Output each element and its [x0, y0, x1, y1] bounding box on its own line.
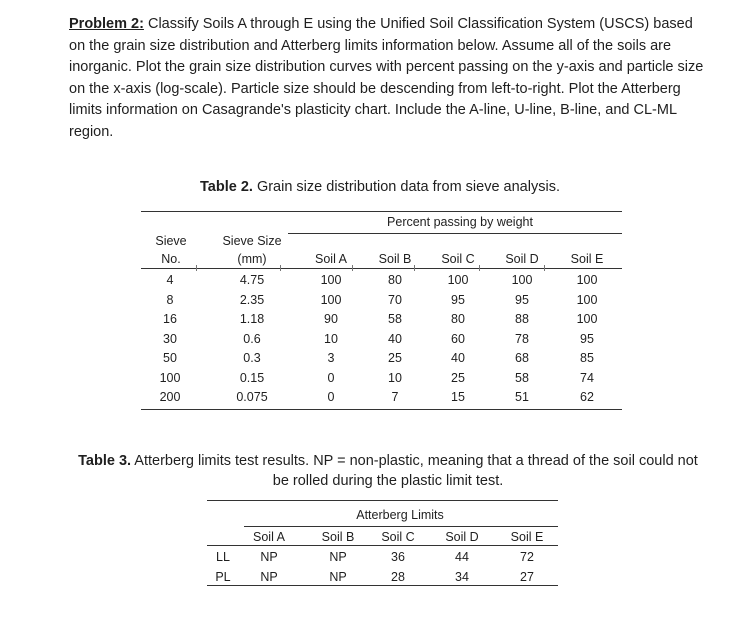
table3-bottom-rule: [207, 585, 558, 586]
soil-header: Soil E: [510, 530, 544, 544]
table2-cell: 100: [447, 273, 469, 287]
table3-cell: PL: [215, 570, 231, 584]
table3-group-rule: [244, 526, 558, 527]
problem-statement: [69, 14, 709, 143]
table2-cell: 100: [320, 273, 342, 287]
table2-group-rule: [288, 233, 622, 234]
sieve-size-header: Sieve Size: [222, 234, 282, 248]
column-tick: [280, 265, 281, 271]
column-tick: [479, 265, 480, 271]
table2-cell: 2.35: [239, 292, 265, 307]
table2-cell: 80: [388, 273, 402, 287]
soil-header: Soil C: [381, 530, 415, 544]
table2-cell: 10: [388, 370, 402, 385]
problem-text: Classify Soils A through E using the Unified Soil Classification System (USCS) based on the grain size distribution and Atterberg limits information below. Assume all of the soils are inorganic. Plot the grain size distribution curves with percent passing on the y-axis and particle size on the x-axis (log-scale). Particle size should be descending from left-to-right. Plot the Atterberg limits information on Casagrande's plasticity chart. Include the A-line, U-line, B-line, and CL-ML region.: [69, 16, 704, 140]
table3-cell: LL: [216, 550, 230, 564]
table2-top-rule: [141, 211, 622, 212]
table2-cell: 0: [327, 390, 335, 404]
table2-cell: 100: [576, 312, 598, 326]
soil-header: Soil B: [321, 530, 355, 544]
table2-cell: 40: [388, 331, 402, 346]
table2-cell: 0.6: [243, 331, 261, 346]
table2-cell: 40: [451, 351, 465, 365]
table2-cell: 58: [515, 370, 529, 385]
soil-header: Soil D: [505, 252, 539, 266]
table2-cell: 100: [511, 273, 533, 287]
column-tick: [352, 265, 353, 271]
table2-header-rule: [141, 268, 622, 269]
table2-cell: 80: [451, 312, 465, 326]
table2-caption: [200, 177, 560, 197]
table2-cell: 100: [320, 292, 342, 307]
table2-cell: 0.075: [236, 390, 268, 404]
table2-cell: 74: [580, 370, 594, 385]
table3-cell: 36: [391, 550, 405, 564]
table3-cell: NP: [260, 550, 278, 564]
table2-cell: 4: [166, 273, 174, 287]
soil-header: Soil B: [378, 252, 412, 266]
table2-cell: 95: [580, 331, 594, 346]
soil-header: Soil A: [315, 252, 347, 266]
table2-cell: 51: [515, 390, 529, 404]
table2-cell: 50: [163, 351, 177, 365]
table2-cell: 10: [324, 331, 338, 346]
table2-caption-text: Grain size distribution data from sieve analysis.: [252, 179, 560, 195]
table2-cell: 78: [515, 331, 529, 346]
soil-header: Soil D: [445, 530, 479, 544]
table3-cell: NP: [329, 570, 347, 584]
table2-cell: 70: [388, 292, 402, 307]
table2-cell: 88: [515, 312, 529, 326]
table2-cell: 60: [451, 331, 465, 346]
table2-cell: 16: [163, 312, 177, 326]
table2-cell: 1.18: [239, 312, 265, 326]
soil-header: Soil E: [570, 252, 604, 266]
table2-cell: 95: [451, 292, 465, 307]
table2-cell: 0.3: [243, 351, 261, 365]
table2-cell: 0: [327, 370, 335, 385]
table2-cell: 90: [324, 312, 338, 326]
table3-header-rule: [207, 545, 558, 546]
table2-cell: 30: [163, 331, 177, 346]
table2-cell: 200: [159, 390, 181, 404]
table2-cell: 100: [159, 370, 181, 385]
table2-group-header: Percent passing by weight: [387, 215, 533, 229]
table3-top-rule: [207, 500, 558, 501]
table3-cell: 27: [520, 570, 534, 584]
table3-cell: 28: [391, 570, 405, 584]
table3-cell: NP: [329, 550, 347, 564]
table2-cell: 95: [515, 292, 529, 307]
table3-caption-text: Atterberg limits test results. NP = non-plastic, meaning that a thread of the soil could not be rolled during the plastic limit test.: [131, 453, 698, 489]
table2-cell: 3: [327, 351, 335, 365]
column-tick: [414, 265, 415, 271]
table3-cell: NP: [260, 570, 278, 584]
table2-cell: 7: [391, 390, 399, 404]
table2-bottom-rule: [141, 409, 622, 410]
sieve-no-header: Sieve: [155, 234, 187, 248]
soil-header: Soil A: [253, 530, 285, 544]
table2-cell: 4.75: [239, 273, 265, 287]
table2-cell: 85: [580, 351, 594, 365]
table2-cell: 0.15: [239, 370, 265, 385]
table2-cell: 8: [166, 292, 174, 307]
table2-cell: 62: [580, 390, 594, 404]
table2-cell: 58: [388, 312, 402, 326]
table3-cell: 72: [520, 550, 534, 564]
table3-caption: [78, 451, 698, 491]
table2-caption-label: Table 2.: [200, 179, 253, 195]
problem-label: Problem 2:: [69, 16, 144, 32]
table2-cell: 25: [388, 351, 402, 365]
table3-caption-label: Table 3.: [78, 453, 132, 469]
table2-cell: 25: [451, 370, 465, 385]
sieve-no-header: No.: [161, 252, 181, 266]
soil-header: Soil C: [441, 252, 475, 266]
table2-cell: 100: [576, 292, 598, 307]
table2-cell: 15: [451, 390, 465, 404]
table2-cell: 100: [576, 273, 598, 287]
sieve-size-header: (mm): [237, 252, 267, 266]
column-tick: [196, 265, 197, 271]
table2-cell: 68: [515, 351, 529, 365]
table3-cell: 34: [455, 570, 469, 584]
table3-group-header: Atterberg Limits: [356, 508, 444, 522]
table3-cell: 44: [455, 550, 469, 564]
column-tick: [544, 265, 545, 271]
